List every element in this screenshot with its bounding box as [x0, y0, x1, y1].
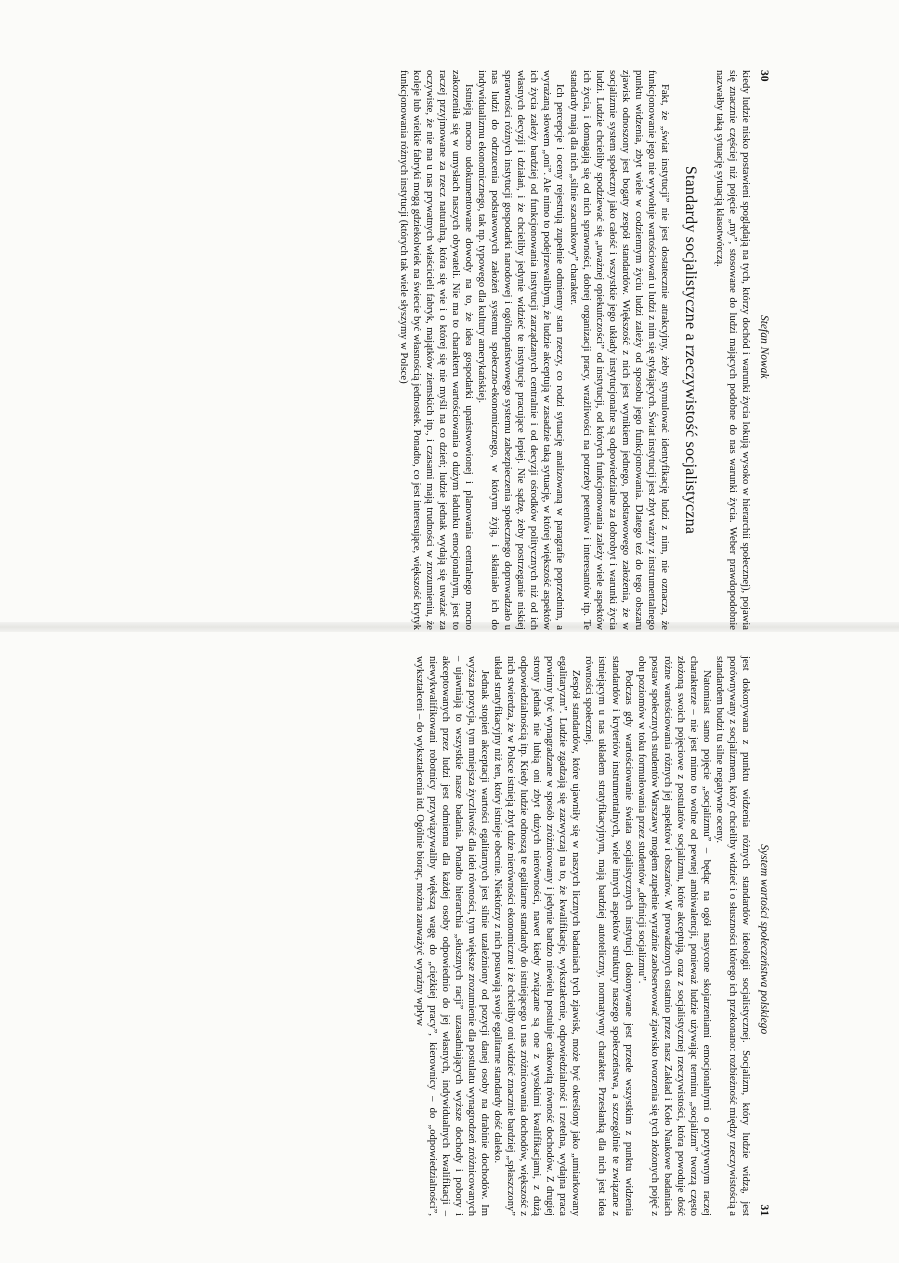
paragraph: Natomiast samo pojęcie „socjalizmu” – będąc na ogół nasycone skojarzeniami emocjonalnymi o pozytywnym raczej charakterze – nie jest mimo to wolne od pewnej ambiwalencji, ponieważ ludzie używając terminu „socjalizm” tworzą często złożoną swoich pojęciowe z postulatów socjalizmu, które akceptują, oraz z socjalistycznej rzeczywistości, która powoduje dość różne wartościowania różnych jej aspektów i obszarów. W prowadzonych ostatnio przez nasz Zakład i Koło Naukowe badaniach postaw społecznych studentów Warszawy mogłem zupełnie wyraźnie zaobserwować zjawisko tworzenia się tych złożonych pojęć z obu poziomów w toku formułowania przez studentów „definicji socjalizmu”.	[635, 656, 712, 1216]
paragraph: Podczas gdy wartościowanie świata socjalistycznych instytucji dokonywane jest przede wszystkim z punktu widzenia standardów i kryteriów instrumentalnych, wiele innych aspektów struktury naszego społeczeństwa, a szczególnie te związane z istniejącym u nas układem stratyfikacyjnym, mają bardziej autoteliczny, normatywny charakter. Przesłanką dla nich jest idea równości społecznej.	[583, 656, 634, 1216]
paragraph: Ich percepcje i oceny rejestrują zupełnie odmienny stan rzeczy, co rodzi sytuację analizowaną w paragrafie poprzednim, a wyrażaną słowem „oni”. Ale nimo to podejrzewalibym, że ludzie akceptują w zasadzie taką sytuację, w której większość aspektów ich życia zależy bardziej od funkcjonowania instytucji zarządzanych centralnie i od decyzji ośrodków politycznych niż od ich własnych decyzji i działań, i że chcieliby jedynie widzieć te instytucje pracujące lepiej. Nie sądzę, żeby postrzeganie niskiej sprawności różnych instytucji gospodarki narodowej i ogólnopaństwowego systemu zabezpieczenia społecznego doprowadzało u nas ludzi do odrzucenia podstawowych założeń systemu społeczno-ekonomicznego, w którym żyją, i skłaniało ich do indywidualizmu ekonomicznego, tak np. typowego dla kultury amerykańskiej.	[476, 70, 566, 630]
running-head: Stefan Nowak	[758, 314, 770, 379]
paragraph: Fakt, że „świat instytucji” nie jest dostatecznie atrakcyjny, żeby stymulować identyfikację ludzi z nim, nie oznacza, że funkcjonowanie jego nie wywołuje wartościowań u ludzi z nim się stykających. Świat instytucji jest zbyt ważny z instrumentalnego punktu widzenia, zbyt wiele w codziennym życiu ludzi zależy od sposobu jego funkcjonowania. Dlatego też do tego obszaru zjawisk odnoszony jest bogaty zespół standardów. Większość z nich jest wynikiem jednego, podstawowego założenia, że w socjalizmie system społeczny jako całość i wszystkie jego układy instytucjonalne są odpowiedzialne za dobrobyt i warunki życia ludzi. Ludzie chcieliby spodziewać się „uważnej opiekuńczości” od instytucji, od których funkcjonowania zależy wiele aspektów ich życia, i domagają się od nich sprawności, dobrej organizacji pracy, wrażliwości na potrzeby petentów i interesantów itp. Te standardy mają dla nich „silnie szacunkowy” charakter.	[567, 70, 670, 630]
page-number: 30	[758, 70, 770, 82]
paragraph: Zespół standardów, które ujawniły się w naszych licznych badaniach tych zjawisk, może być określony jako „umiarkowany egalitaryzm”. Ludzie zgadzają się zazwyczaj na to, że kwalifikacje, wykształcenie, odpowiedzialność i rzetelna, wydajna praca powinny być wynagradzane w sposób zróżnicowany i jedynie bardzo niewielu postuluje całkowitą równość dochodów. Z drugiej strony jednak nie lubią oni zbyt dużych nierówności, nawet kiedy związane są one z wysokimi kwalifikacjami, z dużą odpowiedzialnością itp. Kiedy ludzie odnoszą te egalitarne standardy do istniejącego u nas zróżnicowania dochodów, większość z nich stwierdza, że w Polsce istnieją zbyt duże nierówności ekonomiczne i że chcieliby oni widzieć znacznie bardziej „spłaszczony” układ stratyfikacyjny niż ten, który istnieje obecnie. Niektórzy z nich posuwają swoje egalitarne standardy dość daleko.	[492, 656, 582, 1216]
page-header	[758, 70, 770, 630]
intro-paragraph: kiedy ludzie nisko postawieni spoglądają na tych, którzy dochód i warunki życia lokują wysoko w hierarchii społecznej), pojawia się znacznie częściej niż pojęcie „my”, stosowane do ludzi mających podobne do nas warunki życia. Weber prawdopodobnie nazwałby taką sytuację sytuacją klasotwórczą.	[713, 70, 751, 630]
page-header	[758, 656, 770, 1216]
running-head: System wartości społeczeństwa polskiego	[758, 844, 770, 1035]
paragraph: Jednak stopień akceptacji wartości egalitarnych jest silnie uzależniony od pozycji danej osoby na drabinie dochodów. Im wyższa pozycja, tym mniejsza życzliwość dla idei równości, tym większe zrozumienie dla postulatu wynagrodzeń zróżnicowanych – ujawniają to wszystkie nasze badania. Ponadto hierarchia „słusznych racji” uzasadniających wyższe dochody i pobory i akceptowanych przez ludzi jest odmienna dla każdej osoby odpowiednio do jej własnych, indywidualnych kwalifikacji – niewykwalifikowani robotnicy przywiązywaliby większą wagę do „ciężkiej pracy”, kierownicy – do „odpowiedzialności”, wykształceni – do wykształcenia itd. Ogólnie biorąc, można zauważyć wyraźny wpływ	[413, 656, 491, 1216]
page-30	[70, 70, 770, 630]
section-title: Standardy socjalistyczne a rzeczywistość socjalistyczna	[681, 165, 699, 535]
paragraph: jest dokonywana z punktu widzenia różnych standardów ideologii socjalistycznej. Socjalizm, który ludzie widzą, jest porównywany z socjalizmem, który chcieliby widzieć i o słuszności którego ich przekonano: rozbieżność między rzeczywistością a standardem budzi tu silne negatywne oceny.	[713, 656, 751, 1216]
paragraph: Istnieją mocno udokumentowane dowody na to, że idea gospodarki upaństwowionej i planowania centralnego mocno zakorzeniła się w umysłach naszych obywateli. Nie ma to charakteru wartościowania o dużym ładunku emocjonalnym, jest to raczej przyjmowane za rzecz naturalną, która się wie i o której się nie myśli na co dzień; ludzie jednak wydają się uważać za oczywiste, że nie ma u nas prywatnych właścicieli fabryk, majątków ziemskich itp., i czasami mają trudności w zrozumieniu, że koleje lub wielkie fabryki mogą gdziekolwiek na świecie być własnością jednostek. Ponadto, co jest interesujące, większość krytyk funkcjonowania różnych instytucji (których tak wiele słyszymy w Polsce)	[397, 70, 475, 630]
page-31	[70, 656, 770, 1216]
page-number: 31	[758, 1204, 770, 1216]
